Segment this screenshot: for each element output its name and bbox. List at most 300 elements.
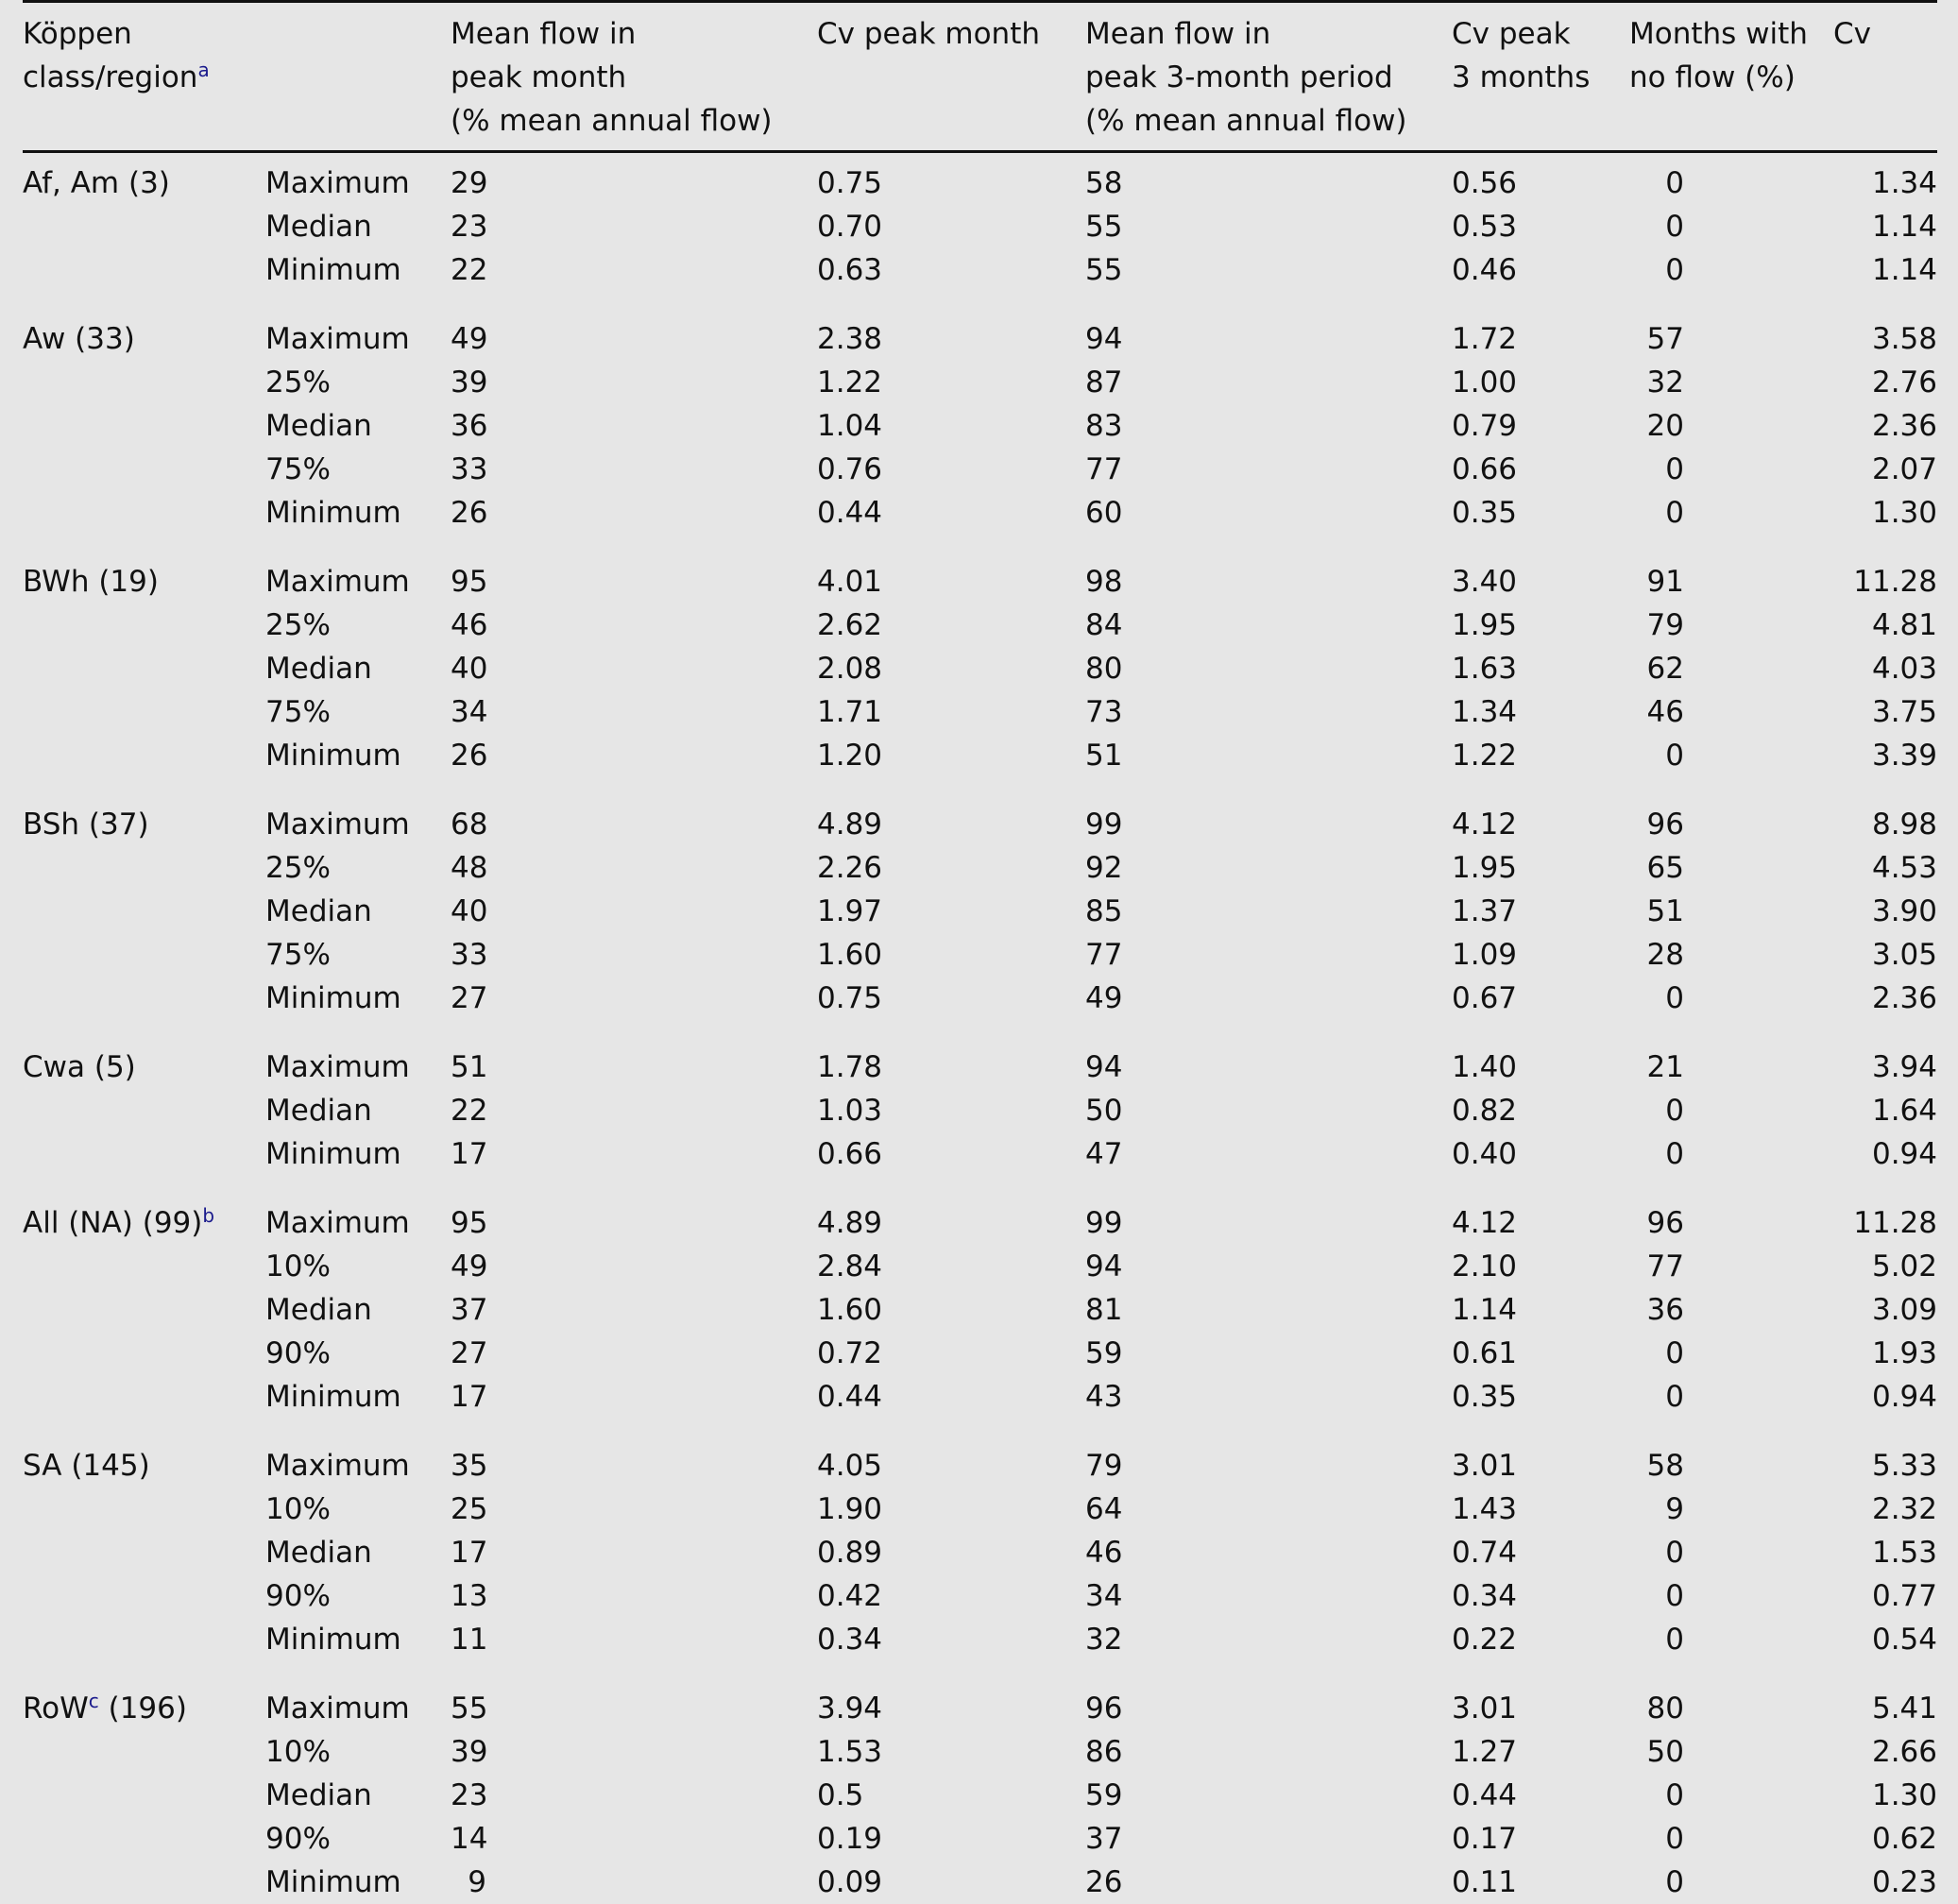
months-no-flow-cell [1629,604,1833,647]
cv-peak-3-months-cell: 4.12 [1452,808,1518,842]
cv-cell: 4.81 [1871,608,1937,642]
cv-peak-month-cell: 2.26 [817,851,883,885]
cell-value: 40 [451,652,488,686]
group-spacer [23,777,1937,803]
statistic-cell: 75% [265,695,331,729]
months-no-flow-cell [1629,1574,1833,1618]
cell-value: 57 [1646,322,1684,356]
cv-cell: 2.76 [1871,366,1937,400]
group-label-cell [23,1288,265,1332]
cv-peak-month-cell: 0.72 [817,1336,883,1370]
cv-peak-3-months-cell: 0.53 [1452,210,1518,244]
cv-cell: 2.66 [1871,1735,1937,1769]
cell-value: 23 [451,1778,488,1812]
cv-cell: 2.07 [1871,452,1937,486]
statistic-cell: Minimum [265,1137,401,1171]
mean-flow-peak-3-month-cell: 59 [1085,1336,1123,1370]
months-no-flow-cell [1629,491,1833,535]
cv-peak-month-cell: 0.89 [817,1536,883,1570]
table-row [23,933,1937,977]
table-row [23,690,1937,734]
cell-value: 39 [451,1735,488,1769]
cv-peak-3-months-cell: 0.66 [1452,452,1518,486]
table-row [23,404,1937,448]
group-label-cell [23,1089,265,1132]
cv-peak-month-cell: 2.38 [817,322,883,356]
cell-value: 32 [1646,366,1684,400]
table-row [23,1375,1937,1419]
cell-value: 0 [1665,1336,1684,1370]
cv-peak-3-months-cell: 1.09 [1452,938,1518,972]
cv-cell: 3.75 [1871,695,1937,729]
cv-peak-3-months-cell: 1.95 [1452,851,1518,885]
cell-value: 34 [451,695,488,729]
cv-peak-3-months-cell: 0.22 [1452,1623,1518,1657]
cell-value: 51 [451,1050,488,1084]
mean-flow-peak-month-cell [451,1687,817,1730]
spacer [23,1661,1937,1687]
mean-flow-peak-month-cell [451,361,817,404]
cv-cell: 11.28 [1853,565,1937,599]
cv-peak-month-cell: 4.05 [817,1449,883,1483]
cell-value: 29 [451,166,488,200]
group-spacer [23,535,1937,560]
group-label-cell [23,317,265,361]
cell-value: 0 [1665,1094,1684,1128]
cv-peak-month-cell: 0.19 [817,1822,883,1856]
cv-peak-3-months-cell: 1.22 [1452,739,1518,773]
cell-value: 17 [451,1536,488,1570]
mean-flow-peak-month-cell [451,803,817,846]
cell-value: 0 [1665,496,1684,530]
cv-peak-3-months-cell: 1.37 [1452,894,1518,928]
table-row [23,803,1937,846]
months-no-flow-cell [1629,162,1833,205]
mean-flow-peak-3-month-cell: 84 [1085,608,1123,642]
cell-value: 36 [451,409,488,443]
cell-value: 49 [451,322,488,356]
months-no-flow-cell [1629,1132,1833,1176]
group-spacer [23,1020,1937,1046]
mean-flow-peak-3-month-cell: 81 [1085,1293,1123,1327]
group-label-cell [23,977,265,1020]
cell-value: 26 [451,739,488,773]
mean-flow-peak-month-cell [451,977,817,1020]
cell-value: 37 [451,1293,488,1327]
mean-flow-peak-3-month-cell: 32 [1085,1623,1123,1657]
months-no-flow-cell [1629,1375,1833,1419]
cell-value: 33 [451,938,488,972]
statistic-cell: Minimum [265,1380,401,1414]
months-no-flow-cell [1629,734,1833,777]
mean-flow-peak-month-cell [451,1531,817,1574]
cv-cell: 3.90 [1871,894,1937,928]
cell-value: 0 [1665,210,1684,244]
statistic-cell: 75% [265,452,331,486]
header-line: Months with [1629,17,1808,51]
cv-peak-3-months-cell: 3.40 [1452,565,1518,599]
months-no-flow-cell [1629,1201,1833,1245]
group-name: SA (145) [23,1449,150,1483]
months-no-flow-cell [1629,1245,1833,1288]
cell-value: 0 [1665,1380,1684,1414]
cv-peak-month-cell: 1.90 [817,1492,883,1526]
months-no-flow-cell [1629,803,1833,846]
cell-value: 36 [1646,1293,1684,1327]
cell-value: 46 [1646,695,1684,729]
table-row [23,1288,1937,1332]
cv-cell: 3.94 [1871,1050,1937,1084]
cv-peak-3-months-cell: 1.34 [1452,695,1518,729]
group-label-cell [23,248,265,292]
header-text: class/region [23,60,198,94]
group-label-cell [23,1132,265,1176]
cv-peak-3-months-cell: 1.14 [1452,1293,1518,1327]
mean-flow-peak-month-cell [451,1288,817,1332]
cv-peak-3-months-cell: 1.40 [1452,1050,1518,1084]
table-body [23,162,1937,1904]
cv-peak-3-months-cell: 0.34 [1452,1579,1518,1613]
table-row [23,1730,1937,1774]
cv-peak-3-months-cell: 0.35 [1452,1380,1518,1414]
cv-peak-3-months-cell: 1.95 [1452,608,1518,642]
months-no-flow-cell [1629,690,1833,734]
cv-peak-3-months-cell: 0.67 [1452,981,1518,1015]
cell-value: 27 [451,1336,488,1370]
group-label-cell [23,1531,265,1574]
cv-cell: 1.14 [1871,253,1937,287]
table-row [23,248,1937,292]
mean-flow-peak-month-cell [451,647,817,690]
mean-flow-peak-month-cell [451,205,817,248]
header-line: (% mean annual flow) [451,104,773,138]
mean-flow-peak-3-month-cell: 59 [1085,1778,1123,1812]
cv-cell: 1.14 [1871,210,1937,244]
mean-flow-peak-3-month-cell: 58 [1085,166,1123,200]
header-cv-peak-3-months [1452,3,1629,150]
cv-peak-3-months-cell: 0.35 [1452,496,1518,530]
group-label-cell [23,1817,265,1861]
cv-peak-3-months-cell: 1.63 [1452,652,1518,686]
cv-cell: 4.03 [1871,652,1937,686]
cv-cell: 11.28 [1853,1206,1937,1240]
cell-value: 65 [1646,851,1684,885]
cv-peak-month-cell: 0.76 [817,452,883,486]
mean-flow-peak-3-month-cell: 83 [1085,409,1123,443]
cv-peak-3-months-cell: 1.00 [1452,366,1518,400]
statistic-cell: Median [265,894,372,928]
cell-value: 0 [1665,1137,1684,1171]
months-no-flow-cell [1629,448,1833,491]
group-name: RoW [23,1692,89,1726]
months-no-flow-cell [1629,890,1833,933]
mean-flow-peak-month-cell [451,1618,817,1661]
cell-value: 0 [1665,452,1684,486]
cell-value: 0 [1665,1778,1684,1812]
months-no-flow-cell [1629,977,1833,1020]
mean-flow-peak-3-month-cell: 55 [1085,210,1123,244]
table-row [23,205,1937,248]
statistic-cell: Minimum [265,496,401,530]
cell-value: 48 [451,851,488,885]
cell-value: 96 [1646,1206,1684,1240]
statistic-cell: Maximum [265,1050,410,1084]
cell-value: 95 [451,565,488,599]
table-row [23,890,1937,933]
cell-value: 39 [451,366,488,400]
cell-value: 0 [1665,981,1684,1015]
cv-peak-3-months-cell: 0.46 [1452,253,1518,287]
table-row [23,1201,1937,1245]
mean-flow-peak-month-cell [451,846,817,890]
header-line: Mean flow in [1085,17,1271,51]
mean-flow-peak-month-cell [451,1332,817,1375]
cv-cell: 0.94 [1871,1137,1937,1171]
header-line: no flow (%) [1629,60,1796,94]
cell-value: 17 [451,1137,488,1171]
cv-cell: 1.53 [1871,1536,1937,1570]
mean-flow-peak-month-cell [451,491,817,535]
cell-value: 0 [1665,1822,1684,1856]
group-label-cell [23,890,265,933]
footnote-c-link[interactable]: c [88,1690,99,1712]
mean-flow-peak-month-cell [451,933,817,977]
group-label-cell [23,690,265,734]
group-label-cell [23,1488,265,1531]
months-no-flow-cell [1629,1774,1833,1817]
cv-peak-month-cell: 0.70 [817,210,883,244]
group-label-cell [23,448,265,491]
cell-value: 9 [468,1865,486,1899]
table-row [23,448,1937,491]
table-row [23,604,1937,647]
cell-value: 14 [451,1822,488,1856]
mean-flow-peak-3-month-cell: 73 [1085,695,1123,729]
cv-peak-3-months-cell: 1.43 [1452,1492,1518,1526]
mean-flow-peak-month-cell [451,1375,817,1419]
months-no-flow-cell [1629,1089,1833,1132]
cv-peak-3-months-cell: 0.11 [1452,1865,1518,1899]
header-line: Cv peak [1452,17,1571,51]
table-row [23,1687,1937,1730]
cell-value: 25 [451,1492,488,1526]
cell-value: 22 [451,253,488,287]
cv-peak-month-cell: 4.89 [817,808,883,842]
table-header [23,3,1937,162]
group-label-cell [23,647,265,690]
spacer [23,292,1937,317]
table-row [23,977,1937,1020]
cv-cell: 2.32 [1871,1492,1937,1526]
statistic-cell: 75% [265,938,331,972]
cell-value: 21 [1646,1050,1684,1084]
spacer [23,1419,1937,1444]
table-row [23,1046,1937,1089]
table-row [23,491,1937,535]
mean-flow-peak-month-cell [451,1488,817,1531]
statistic-cell: Median [265,1778,372,1812]
cell-value: 0 [1665,253,1684,287]
cell-value: 50 [1646,1735,1684,1769]
group-label-cell [23,205,265,248]
table-row [23,734,1937,777]
group-label-cell [23,1201,265,1245]
mean-flow-peak-month-cell [451,1089,817,1132]
header-line: Cv peak month [817,17,1041,51]
mean-flow-peak-3-month-cell: 34 [1085,1579,1123,1613]
mean-flow-peak-month-cell [451,1774,817,1817]
statistic-cell: 10% [265,1250,331,1284]
statistic-cell: 25% [265,608,331,642]
header-statistic [265,3,451,150]
header-mean-flow-peak-month [451,3,817,150]
statistic-cell: 90% [265,1822,331,1856]
cell-value: 51 [1646,894,1684,928]
group-name: Cwa (5) [23,1050,136,1084]
cv-cell: 1.30 [1871,496,1937,530]
statistic-cell: Maximum [265,1449,410,1483]
statistic-cell: 90% [265,1579,331,1613]
mean-flow-peak-month-cell [451,404,817,448]
footnote-b-link[interactable]: b [202,1204,215,1227]
mean-flow-peak-month-cell [451,1245,817,1288]
group-label-cell [23,1375,265,1419]
cv-cell: 2.36 [1871,981,1937,1015]
months-no-flow-cell [1629,560,1833,604]
spacer [23,1020,1937,1046]
cv-cell: 3.09 [1871,1293,1937,1327]
cv-cell: 0.62 [1871,1822,1937,1856]
header-line: (% mean annual flow) [1085,104,1407,138]
header-line [23,56,265,99]
statistic-cell: Median [265,652,372,686]
mean-flow-peak-month-cell [451,604,817,647]
group-name: BWh (19) [23,565,159,599]
months-no-flow-cell [1629,404,1833,448]
group-name: Af, Am (3) [23,166,170,200]
group-name: All (NA) (99) [23,1206,203,1240]
group-spacer [23,1176,1937,1201]
table-row [23,361,1937,404]
header-line: Cv [1833,17,1871,51]
table-row [23,1245,1937,1288]
mean-flow-peak-3-month-cell: 94 [1085,1250,1123,1284]
cell-value: 26 [451,496,488,530]
mean-flow-peak-month-cell [451,1861,817,1904]
group-count: (196) [98,1692,187,1726]
group-label-cell [23,803,265,846]
cell-value: 95 [451,1206,488,1240]
cell-value: 0 [1665,1536,1684,1570]
spacer [23,777,1937,803]
cv-cell: 1.64 [1871,1094,1937,1128]
group-label-cell [23,933,265,977]
header-cv-peak-month [817,3,1085,150]
header-mean-flow-peak-3-month [1085,3,1452,150]
cv-cell: 5.41 [1871,1692,1937,1726]
flow-statistics-table [23,3,1937,1904]
mean-flow-peak-month-cell [451,1444,817,1488]
footnote-a-link[interactable]: a [197,59,210,81]
group-label-cell [23,560,265,604]
cell-value: 22 [451,1094,488,1128]
months-no-flow-cell [1629,1531,1833,1574]
cell-value: 0 [1665,739,1684,773]
group-spacer [23,292,1937,317]
table-row [23,1444,1937,1488]
mean-flow-peak-3-month-cell: 26 [1085,1865,1123,1899]
cv-peak-3-months-cell: 2.10 [1452,1250,1518,1284]
cell-value: 27 [451,981,488,1015]
statistic-cell: Maximum [265,1692,410,1726]
statistic-cell: Minimum [265,739,401,773]
statistic-cell: Maximum [265,808,410,842]
months-no-flow-cell [1629,1817,1833,1861]
table-row [23,1089,1937,1132]
group-label-cell [23,734,265,777]
cv-peak-3-months-cell: 0.82 [1452,1094,1518,1128]
spacer [23,535,1937,560]
statistic-cell: Median [265,1536,372,1570]
cv-cell: 4.53 [1871,851,1937,885]
statistic-cell: Median [265,1094,372,1128]
mean-flow-peak-3-month-cell: 47 [1085,1137,1123,1171]
cell-value: 33 [451,452,488,486]
mean-flow-peak-3-month-cell: 50 [1085,1094,1123,1128]
cell-value: 96 [1646,808,1684,842]
table-row [23,1774,1937,1817]
mean-flow-peak-3-month-cell: 80 [1085,652,1123,686]
cv-peak-month-cell: 0.44 [817,496,883,530]
cell-value: 49 [451,1250,488,1284]
cv-cell: 8.98 [1871,808,1937,842]
cv-peak-month-cell: 1.04 [817,409,883,443]
table-row [23,1488,1937,1531]
cell-value: 13 [451,1579,488,1613]
months-no-flow-cell [1629,1444,1833,1488]
table-row [23,1332,1937,1375]
group-spacer [23,1661,1937,1687]
cv-cell: 0.77 [1871,1579,1937,1613]
statistic-cell: 90% [265,1336,331,1370]
cv-cell: 1.30 [1871,1778,1937,1812]
table-row [23,1861,1937,1904]
months-no-flow-cell [1629,1488,1833,1531]
group-label-cell [23,361,265,404]
mean-flow-peak-3-month-cell: 77 [1085,938,1123,972]
cv-peak-month-cell: 1.71 [817,695,883,729]
group-label-cell [23,491,265,535]
cell-value: 35 [451,1449,488,1483]
mean-flow-peak-3-month-cell: 77 [1085,452,1123,486]
cv-peak-3-months-cell: 0.17 [1452,1822,1518,1856]
group-label-cell [23,604,265,647]
cell-value: 62 [1646,652,1684,686]
cv-cell: 1.93 [1871,1336,1937,1370]
mean-flow-peak-3-month-cell: 98 [1085,565,1123,599]
mean-flow-peak-3-month-cell: 49 [1085,981,1123,1015]
months-no-flow-cell [1629,361,1833,404]
cv-peak-month-cell: 2.84 [817,1250,883,1284]
group-spacer [23,1419,1937,1444]
cv-cell: 3.05 [1871,938,1937,972]
cell-value: 77 [1646,1250,1684,1284]
cell-value: 11 [451,1623,488,1657]
mean-flow-peak-month-cell [451,690,817,734]
mean-flow-peak-month-cell [451,248,817,292]
mean-flow-peak-month-cell [451,317,817,361]
group-label-cell [23,162,265,205]
